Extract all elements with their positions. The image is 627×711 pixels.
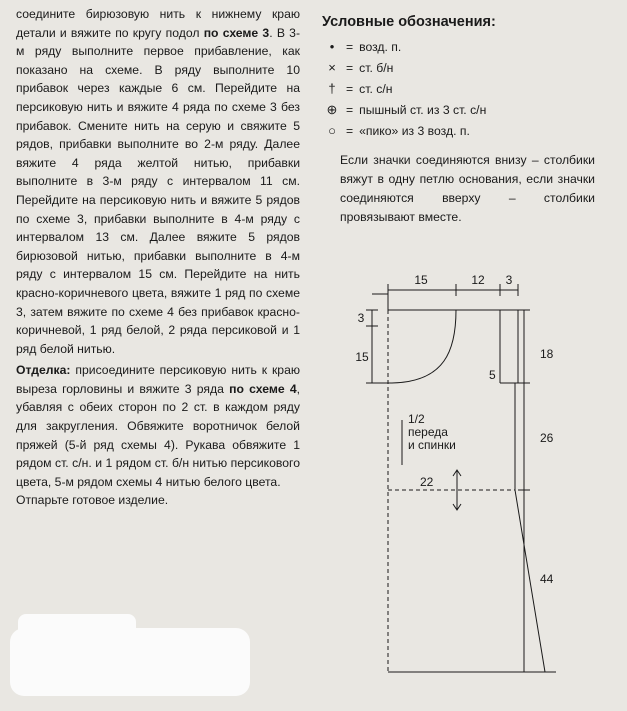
- legend-label: пышный ст. из 3 ст. с/н: [359, 102, 487, 117]
- legend-title: Условные обозначения:: [322, 14, 496, 30]
- picot-icon: ○: [328, 123, 336, 138]
- piece-label: и спинки: [408, 438, 456, 452]
- legend-label: возд. п.: [359, 39, 402, 54]
- chain-stitch-icon: •: [329, 39, 335, 54]
- width-label-12: 12: [471, 273, 485, 287]
- closing-line: Отпарьте готовое изделие.: [16, 493, 169, 508]
- single-crochet-icon: ×: [328, 60, 336, 75]
- text-line: соедините бирюзовую нить к нижнему краю: [16, 7, 300, 21]
- armhole-label-5: 5: [489, 368, 496, 382]
- equals: =: [346, 123, 354, 138]
- scheme-reference: по схеме 4: [229, 381, 297, 396]
- equals: =: [346, 39, 354, 54]
- height-label-26: 26: [540, 431, 554, 445]
- piece-label: 1/2: [408, 412, 425, 426]
- waist-label-22: 22: [420, 475, 434, 489]
- text: присоедините персиковую нить к краю выреза горловины и вяжите 3 ряда: [16, 363, 300, 396]
- height-label-18: 18: [540, 347, 554, 361]
- puff-stitch-icon: ⊕: [326, 101, 338, 117]
- width-label-15: 15: [414, 273, 428, 287]
- pattern-outline: [372, 294, 456, 383]
- piece-label: переда: [408, 425, 448, 439]
- height-label-44: 44: [540, 572, 554, 586]
- finishing-heading: Отделка:: [16, 363, 71, 378]
- armhole-line: [500, 310, 518, 383]
- side-seam: [515, 383, 545, 672]
- instructions-body: В 3-м ряду выполните первое прибавление, как показано на схеме. В ряду выполните 10 прибавок через каждые 6 см. Перейдите на персиковую нить и вяжите 4 ряда по схеме 3 без прибавок. Смените нить на серую и свяжите 5 рядов, прибавки выполните во 2-м ряду. Далее вяжите 4 ряда желтой нитью, прибавки выполните в 3-м ряду с интервалом 11 см. Перейдите на персиковую нить и вяжите 5 рядов по схеме 3, прибавки выполните в 4-м ряду с интервалом 13 см. Далее вяжите 5 рядов бирюзовой нитью, прибавки выполните в 4-м ряду с интервалом 15 см. Перейдите на нить красно-коричневого цвета, вяжите 1 ряд по схеме 3, затем вяжите по схеме 4 без прибавок красно-коричневой, 1 ряд белой, 2 ряда персиковой и 1 ряд белой нитью.: [16, 25, 301, 356]
- text: .: [269, 25, 273, 40]
- legend-label: ст. с/н: [359, 81, 393, 96]
- width-label-3: 3: [505, 273, 513, 287]
- height-label-3: 3: [357, 311, 365, 325]
- equals: =: [346, 102, 354, 117]
- double-crochet-icon: †: [328, 81, 336, 96]
- scheme-reference: по схеме 3: [203, 25, 270, 40]
- legend-label: ст. б/н: [359, 60, 394, 75]
- equals: =: [346, 60, 354, 75]
- equals: =: [346, 81, 354, 96]
- legend-label: «пико» из 3 возд. п.: [359, 123, 470, 138]
- legend-note: Если значки соединяются внизу – столбики вяжут в одну петлю основания, если значки соединяются вверху – столбики провязывают вместе.: [340, 153, 595, 224]
- text: , убавляя с обеих сторон по 2 ст. в каждом ряду для закругления. Обвяжите воротничок белой пряжей (5-й ряд схемы 4). Рукава обвяжите 1 рядом ст. с/н. и 1 рядом ст. б/н нитью персикового цвета, 5-м рядом схемы 4 нитью белого цвета.: [16, 381, 300, 489]
- text-line: детали и вяжите по кругу подол: [16, 25, 204, 40]
- height-label-15: 15: [355, 350, 369, 364]
